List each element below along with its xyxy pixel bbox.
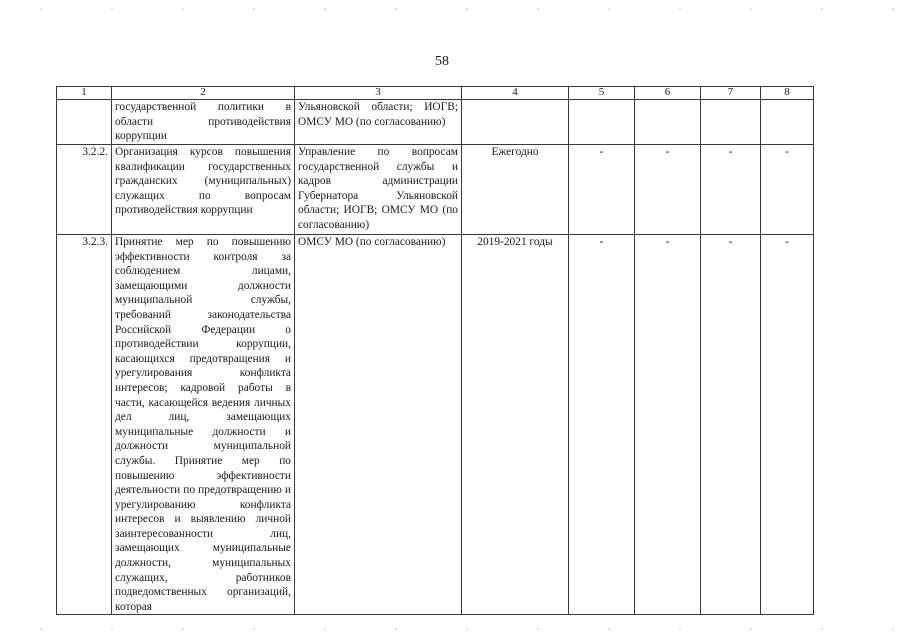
- value-cell-8: -: [761, 145, 814, 235]
- period-text: 2019-2021 годы: [462, 235, 569, 615]
- value-cell-5: -: [569, 145, 635, 235]
- value-cell-8: -: [761, 235, 814, 615]
- table-row: [57, 145, 814, 235]
- responsible-text: Управление по вопросам государственной службы и кадров администрации Губернатора Ульяновской области; ИОГВ; ОМСУ МО (по согласованию): [295, 145, 462, 235]
- responsible-text: ОМСУ МО (по согласованию): [295, 235, 462, 615]
- activity-text: государственной политики в области противодействия коррупции: [112, 100, 295, 145]
- value-cell-8: [761, 100, 814, 145]
- value-cell-6: -: [635, 235, 701, 615]
- value-cell-7: -: [701, 145, 761, 235]
- responsible-text: Ульяновской области; ИОГВ; ОМСУ МО (по согласованию): [295, 100, 462, 145]
- header-cell-3: 3: [295, 87, 462, 100]
- value-cell-6: -: [635, 145, 701, 235]
- value-cell-5: -: [569, 235, 635, 615]
- header-row: [57, 87, 814, 100]
- header-cell-5: 5: [569, 87, 635, 100]
- header-cell-6: 6: [635, 87, 701, 100]
- activity-text: Принятие мер по повышению эффективности контроля за соблюдением лицами, замещающими должности муниципальной службы, требований законодательства Российской Федерации о противодействии коррупции, касающихся предотвращения и урегулирования конфликта интересов; кадровой работы в части, касающейся ведения личных дел лиц, замещающих муниципальные должности и должности муниципальной службы. Принятие мер по повышению эффективности деятельности по предотвращению и урегулированию конфликта интересов и выявлению личной заинтересованности лиц, замещающих муниципальные должности, муниципальных служащих, работников подведомственных организаций, которая: [112, 235, 295, 615]
- scan-artifact-bottom: [0, 628, 905, 630]
- period-text: [462, 100, 569, 145]
- value-cell-7: -: [701, 235, 761, 615]
- plan-table: [56, 86, 814, 615]
- period-text: Ежегодно: [462, 145, 569, 235]
- table-row: [57, 100, 814, 145]
- row-number: [57, 100, 112, 145]
- header-cell-7: 7: [701, 87, 761, 100]
- header-cell-1: 1: [57, 87, 112, 100]
- row-number: 3.2.2.: [57, 145, 112, 235]
- scan-artifact-top: [0, 8, 905, 10]
- value-cell-5: [569, 100, 635, 145]
- value-cell-6: [635, 100, 701, 145]
- value-cell-7: [701, 100, 761, 145]
- header-cell-2: 2: [112, 87, 295, 100]
- page-number: 58: [435, 54, 449, 69]
- row-number: 3.2.3.: [57, 235, 112, 615]
- header-cell-8: 8: [761, 87, 814, 100]
- header-cell-4: 4: [462, 87, 569, 100]
- table-row: [57, 235, 814, 615]
- activity-text: Организация курсов повышения квалификации государственных гражданских (муниципальных) служащих по вопросам противодействия коррупции: [112, 145, 295, 235]
